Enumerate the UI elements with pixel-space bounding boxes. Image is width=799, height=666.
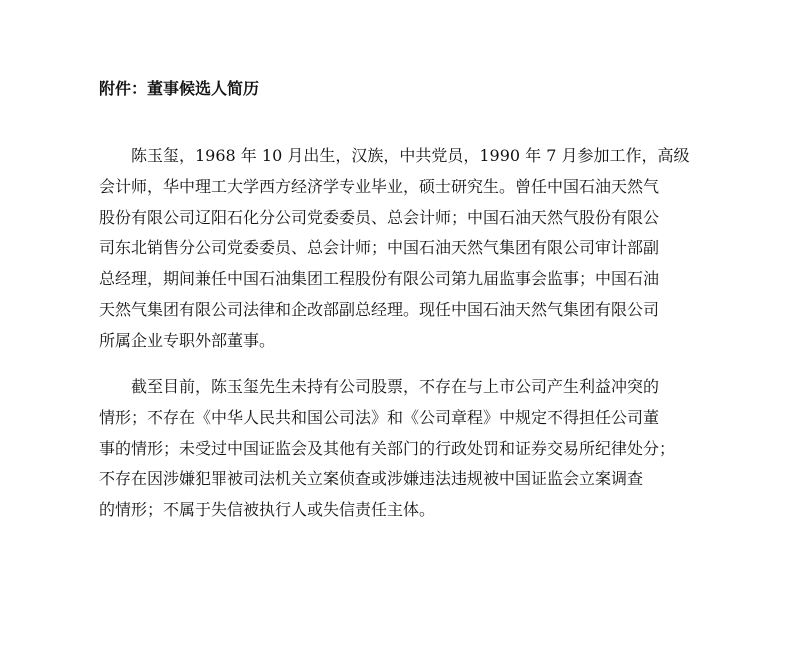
paragraph-line: 所属企业专职外部董事。 [99, 330, 276, 350]
disclosure-paragraph [99, 372, 699, 526]
paragraph-line: 总经理，期间兼任中国石油集团工程股份有限公司第九届监事会监事；中国石油 [99, 269, 660, 289]
paragraph-line: 司东北销售分公司党委委员、总会计师；中国石油天然气集团有限公司审计部副 [99, 238, 660, 258]
paragraph-line: 情形；不存在《中华人民共和国公司法》和《公司章程》中规定不得担任公司董 [99, 407, 660, 427]
paragraph-line: 天然气集团有限公司法律和企改部副总经理。现任中国石油天然气集团有限公司 [99, 299, 660, 319]
paragraph-line: 的情形；不属于失信被执行人或失信责任主体。 [99, 500, 436, 520]
paragraph-line: 陈玉玺，1968 年 10 月出生，汉族，中共党员，1990 年 7 月参加工作，高级 [131, 146, 690, 165]
paragraph-line: 不存在因涉嫌犯罪被司法机关立案侦查或涉嫌违法违规被中国证监会立案调查 [99, 469, 644, 489]
biography-paragraph [99, 141, 699, 357]
paragraph-line: 会计师，华中理工大学西方经济学专业毕业，硕士研究生。曾任中国石油天然气 [99, 176, 660, 196]
attachment-heading: 附件：董事候选人简历 [99, 79, 260, 98]
paragraph-line: 截至目前，陈玉玺先生未持有公司股票，不存在与上市公司产生利益冲突的 [131, 377, 660, 396]
paragraph-line: 事的情形；未受过中国证监会及其他有关部门的行政处罚和证券交易所纪律处分； [99, 438, 676, 458]
paragraph-line: 股份有限公司辽阳石化分公司党委委员、总会计师；中国石油天然气股份有限公 [99, 207, 660, 227]
